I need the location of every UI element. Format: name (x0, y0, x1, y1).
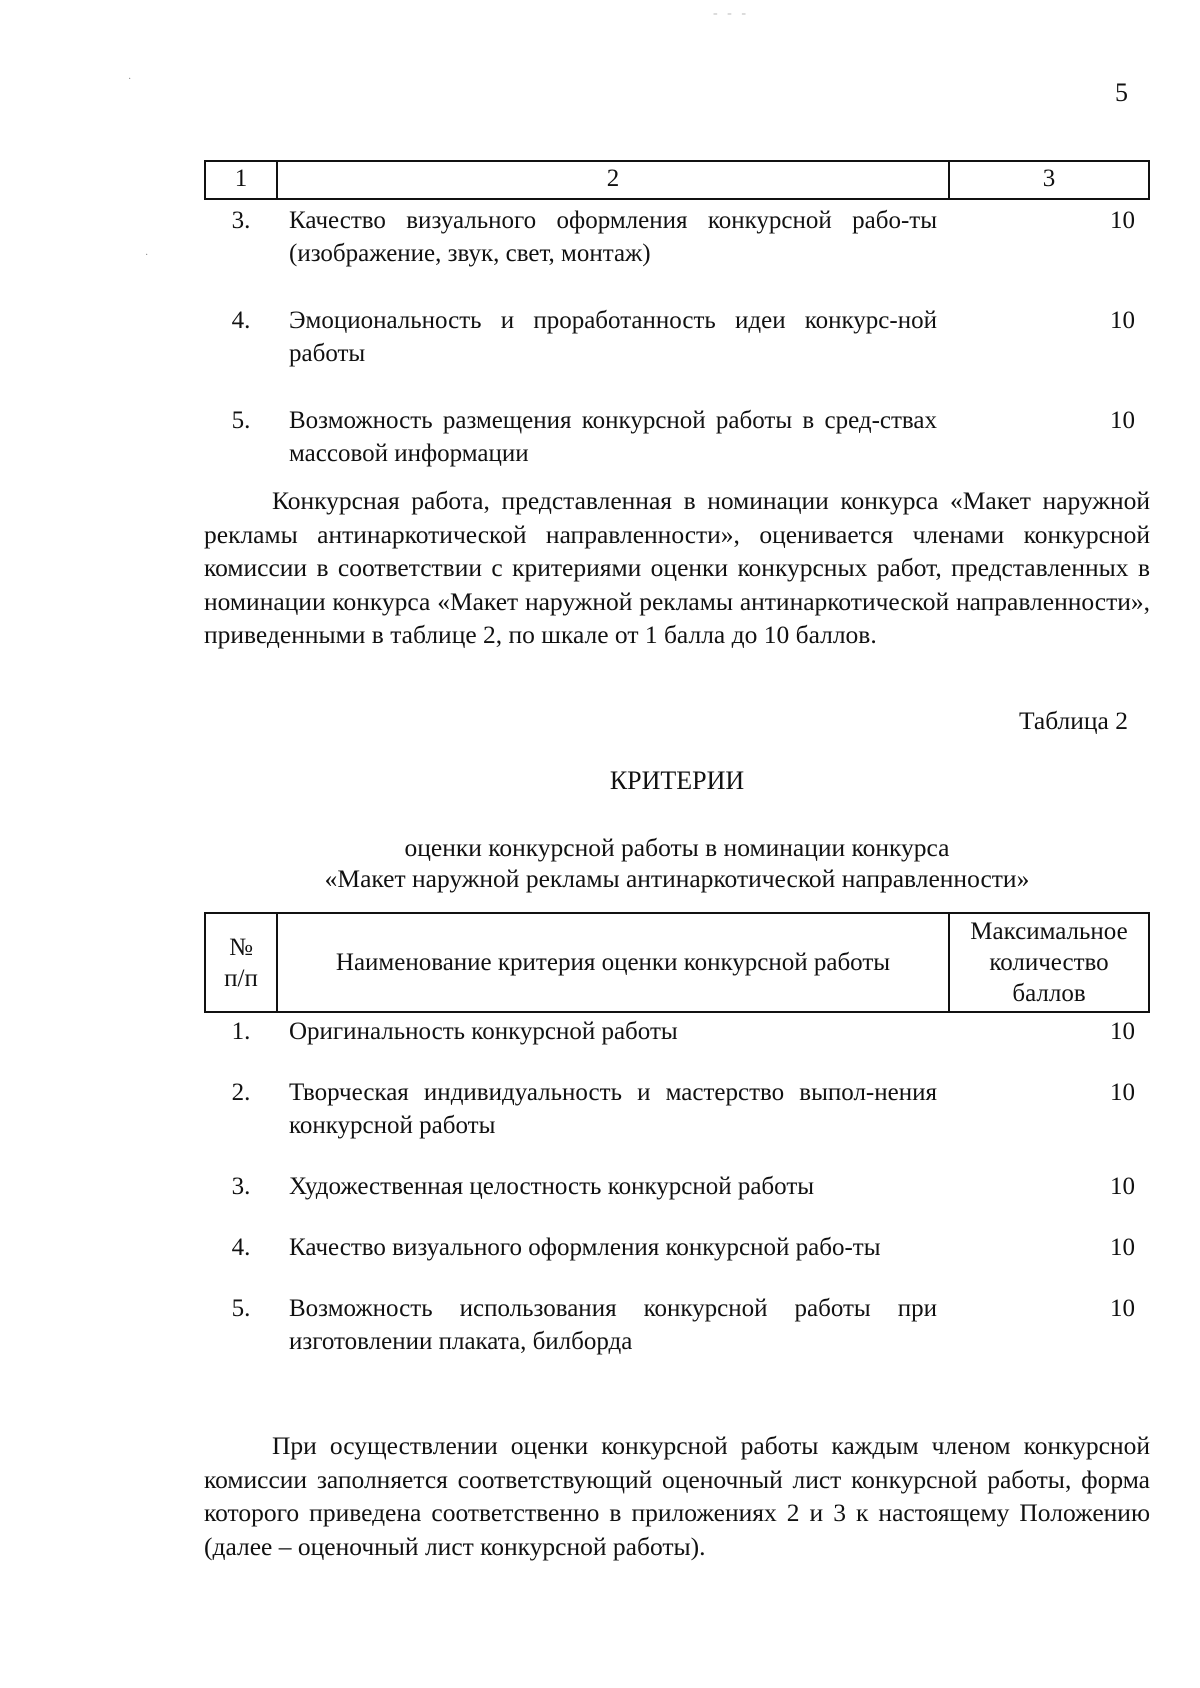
body-paragraph: Конкурсная работа, представленная в номинации конкурса «Макет наружной рекламы антинаркотической направленности», оценивается членами конкурсной комиссии в соответствии с критериями оценки конкурсных работ, представленных в номинации конкурса «Макет наружной рекламы антинаркотической направленности», приведенными в таблице 2, по шкале от 1 балла до 10 баллов. (204, 486, 1150, 649)
row-number: 5. (231, 1295, 251, 1322)
page-number: 5 (1115, 78, 1128, 107)
header-num-cell (205, 913, 277, 1012)
row-number: 4. (231, 307, 251, 334)
header-cell: 2 (277, 161, 949, 199)
table-continuation (204, 160, 1150, 500)
table-label: Таблица 2 (1018, 706, 1128, 735)
table-row (205, 300, 1149, 400)
header-num-line: № (229, 933, 253, 961)
header-score-cell (949, 913, 1149, 1012)
header-criterion-cell: Наименование критерия оценки конкурсной работы (277, 913, 949, 1012)
score-value: 10 (1110, 1173, 1135, 1200)
header-score-line: количество (989, 949, 1109, 976)
table-row (205, 199, 1149, 300)
subtitle-line: оценки конкурсной работы в номинации конкурса (404, 833, 950, 862)
table-row (205, 1288, 1149, 1382)
score-value: 10 (1110, 1295, 1135, 1322)
criterion-text: Оригинальность конкурсной работы (289, 1018, 678, 1045)
header-cell: 3 (949, 161, 1149, 199)
score-value: 10 (1110, 1079, 1135, 1106)
scan-artifact: · (145, 250, 149, 261)
subtitle-line: «Макет наружной рекламы антинаркотической направленности» (324, 864, 1030, 893)
criteria-table (204, 912, 1150, 1382)
table-row (205, 1072, 1149, 1166)
table-row (205, 1227, 1149, 1288)
scan-artifact: · (128, 74, 132, 85)
section-subtitle (204, 832, 1150, 894)
score-value: 10 (1110, 207, 1135, 234)
criterion-text: Возможность использования конкурсной работы при изготовлении плаката, билборда (289, 1295, 937, 1355)
header-score-line: баллов (1012, 980, 1086, 1007)
score-value: 10 (1110, 407, 1135, 434)
header-num-line: п/п (224, 964, 258, 992)
score-value: 10 (1110, 1018, 1135, 1045)
criterion-text: Качество визуального оформления конкурсной рабо-ты (изображение, звук, свет, монтаж) (289, 207, 937, 267)
row-number: 5. (231, 407, 251, 434)
row-number: 1. (231, 1018, 251, 1045)
section-title: КРИТЕРИИ (609, 766, 745, 795)
row-number: 4. (231, 1234, 251, 1261)
table-header-row (205, 161, 1149, 199)
criterion-text: Творческая индивидуальность и мастерство выпол-нения конкурсной работы (289, 1079, 937, 1139)
row-number: 2. (231, 1079, 251, 1106)
table-row (205, 1012, 1149, 1072)
score-value: 10 (1110, 1234, 1135, 1261)
header-score-line: Максимальное (970, 918, 1128, 945)
criterion-text: Качество визуального оформления конкурсной рабо-ты (289, 1234, 881, 1261)
row-number: 3. (231, 1173, 251, 1200)
score-value: 10 (1110, 307, 1135, 334)
criterion-text: Эмоциональность и проработанность идеи конкурс-ной работы (289, 307, 937, 367)
table-header-row (205, 913, 1149, 1012)
table-row (205, 1166, 1149, 1227)
body-paragraph: При осуществлении оценки конкурсной работы каждым членом конкурсной комиссии заполняется соответствующий оценочный лист конкурсной работы, форма которого приведена соответственно в приложениях 2 и 3 к настоящему Положению (далее – оценочный лист конкурсной работы). (204, 1431, 1150, 1561)
header-cell: 1 (205, 161, 277, 199)
scan-artifact: - - - (713, 6, 749, 21)
criterion-text: Художественная целостность конкурсной работы (289, 1173, 815, 1200)
row-number: 3. (231, 207, 251, 234)
criterion-text: Возможность размещения конкурсной работы в сред-ствах массовой информации (289, 407, 937, 467)
